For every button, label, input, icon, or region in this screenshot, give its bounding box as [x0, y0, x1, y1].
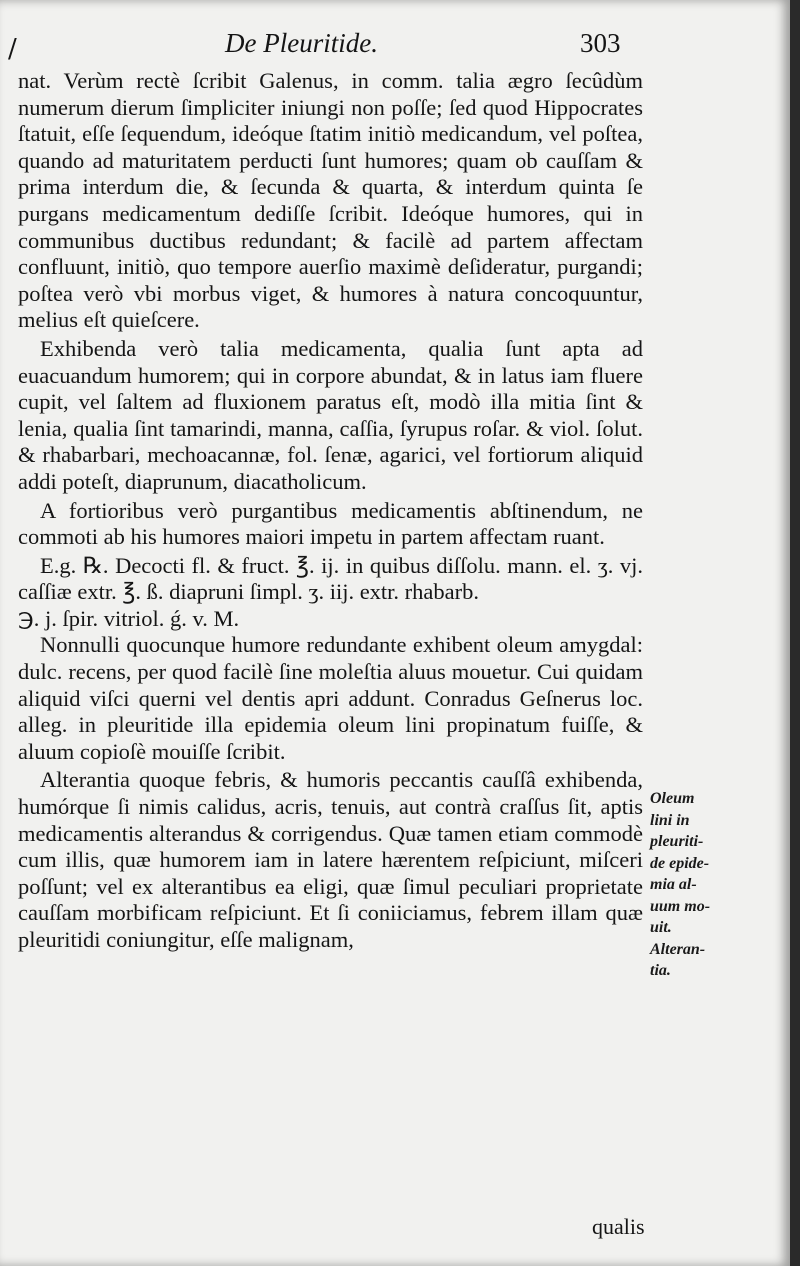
catchword: qualis: [592, 1214, 645, 1239]
running-head-title: De Pleuritide.: [225, 28, 378, 58]
paragraph-3: A fortioribus verò purgantibus medicamentis abſtinendum, ne commoti ab his humores maiori impetu in partem affectam ruant.: [18, 497, 643, 550]
margin-note-line: pleuriti-: [650, 833, 704, 850]
recipe-line-2: ℈. j. ſpir. vitriol. ǵ. v. M.: [18, 605, 240, 631]
body-text: [18, 68, 643, 956]
running-head-mark: /: [8, 34, 17, 64]
paragraph-1: nat. Verùm rectè ſcribit Galenus, in comm. talia ægro ſecûdùm numerum dierum ſimpliciter iniungi non poſſe; ſed quod Hippocrates ſtatuit, eſſe ſequendum, ideóque ſtatim initiò medicandum, vel poſtea, quando ad maturitatem perducti ſunt humores; quam ob cauſſam & prima interdum die, & ſecunda & quarta, & interdum quinta ſe purgans medicamentum dediſſe ſcribit. Ideóque humores, qui in communibus ductibus redundant; & facilè ad partem affectam confluunt, initiò, quo tempore auerſio maximè deſideratur, purgandi; poſtea verò vbi morbus viget, & humores à natura concoquuntur, melius eſt quieſcere.: [18, 68, 643, 333]
margin-note-line: Oleum: [650, 790, 695, 807]
margin-note-line: uit.: [650, 919, 672, 936]
recipe-line-1: E.g. ℞. Decocti fl. & fruct. ℥. ij. in quibus diſſolu. mann. el. ʒ. vj. caſſiæ extr. ℥. ß. diapruni ſimpl. ʒ. iij. extr. rhabarb.: [18, 552, 643, 605]
page-edge-shadow: [790, 0, 800, 1266]
page-number: 303: [580, 28, 621, 58]
margin-note-line: Alteran-: [650, 940, 706, 958]
paragraph-4: Nonnulli quocunque humore redundante exhibent oleum amygdal: dulc. recens, per quod facilè ſine moleſtia aluus mouetur. Cui quidam aliquid viſci querni vel dentis apri addunt. Conradus Geſnerus loc. alleg. in pleuritide illa epidemia oleum lini propinatum fuiſſe, & aluum copioſè mouiſſe ſcribit.: [18, 632, 643, 764]
margin-note-line: uum mo-: [650, 897, 711, 915]
paragraph-5: Alterantia quoque febris, & humoris peccantis cauſſâ exhibenda, humórque ſi nimis calidus, acris, tenuis, aut contrà craſſus ſit, aptis medicamentis alterandus & corrigendus. Quæ tamen etiam commodè cum illis, quæ humorem iam in latere hærentem reſpiciunt, miſceri poſſunt; vel ex alterantibus ea eligi, quæ ſimul peculiari proprietate cauſſam morbificam reſpiciunt. Et ſi coniiciamus, febrem illam quæ pleuritidi coniungitur, eſſe malignam,: [18, 767, 643, 952]
margin-note-line: mia al-: [650, 876, 697, 893]
margin-note: [650, 788, 770, 982]
paragraph-2: Exhibenda verò talia medicamenta, qualia ſunt apta ad euacuandum humorem; qui in corpore abundat, & in latus iam fluere cupit, vel ſaltem ad fluxionem paratus eſt, modò illa mitia ſint & lenia, qualia ſint tamarindi, manna, caſſia, ſyrupus roſar. & viol. ſolut. & rhabarbari, mechoacannæ, fol. ſenæ, agarici, vel fortiorum aliquid addi poteſt, diaprunum, diacatholicum.: [18, 335, 643, 494]
margin-note-line: tia.: [650, 962, 671, 979]
running-head: [0, 28, 660, 68]
margin-note-line: lini in: [650, 811, 690, 829]
margin-note-line: de epide-: [650, 854, 710, 872]
